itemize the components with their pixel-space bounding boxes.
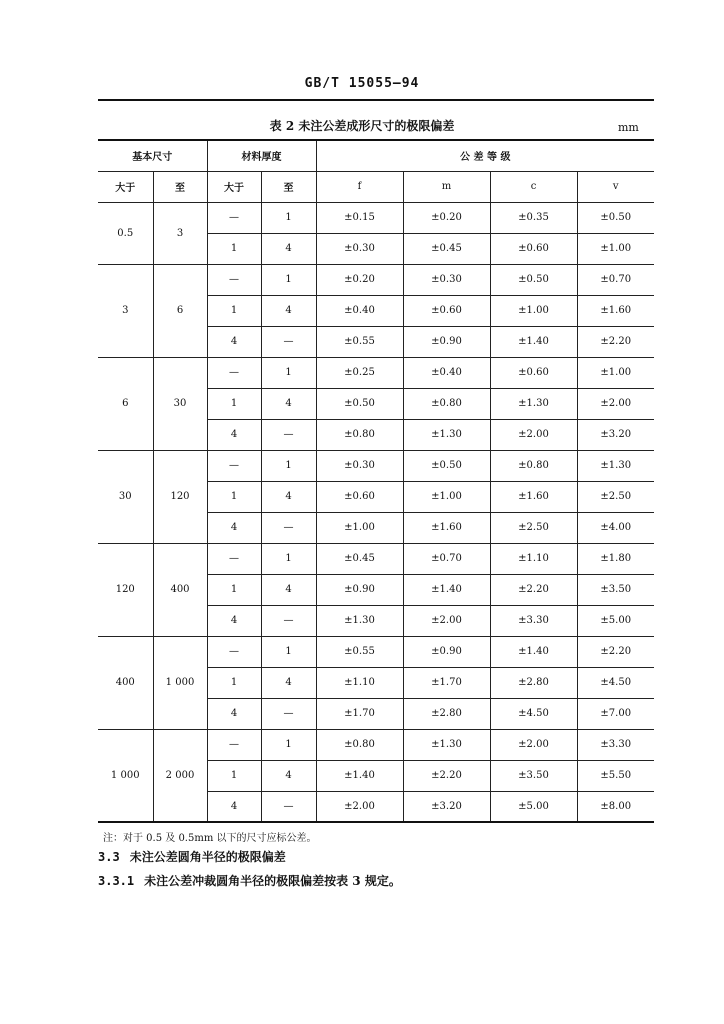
tolerance-c-cell: ±3.30 <box>490 605 577 636</box>
thick-upto-cell: 4 <box>261 574 316 605</box>
standard-code: GB/T 15055—94 <box>304 76 420 91</box>
size-over-cell: 3 <box>98 264 153 357</box>
thick-upto-cell: — <box>261 791 316 822</box>
tolerance-v-cell: ±2.20 <box>577 326 654 357</box>
tolerance-f-cell: ±0.90 <box>316 574 403 605</box>
size-over-cell: 30 <box>98 450 153 543</box>
tolerance-c-cell: ±0.50 <box>490 264 577 295</box>
header-basic-size: 基本尺寸 <box>98 140 207 171</box>
thick-upto-cell: — <box>261 605 316 636</box>
table-row <box>98 450 654 481</box>
header-grade-c: c <box>490 171 577 202</box>
table-unit: mm <box>618 121 639 134</box>
tolerance-c-cell: ±1.40 <box>490 326 577 357</box>
header-grade: 公 差 等 级 <box>316 140 654 171</box>
table-row <box>98 264 654 295</box>
tolerance-v-cell: ±3.30 <box>577 729 654 760</box>
thick-upto-cell: — <box>261 419 316 450</box>
tolerance-f-cell: ±1.30 <box>316 605 403 636</box>
tolerance-f-cell: ±0.45 <box>316 543 403 574</box>
tolerance-m-cell: ±1.60 <box>403 512 490 543</box>
tolerance-c-cell: ±3.50 <box>490 760 577 791</box>
thick-upto-cell: 1 <box>261 450 316 481</box>
thick-over-cell: — <box>207 264 261 295</box>
size-upto-cell: 2 000 <box>153 729 207 822</box>
thick-over-cell: — <box>207 729 261 760</box>
tolerance-c-cell: ±2.50 <box>490 512 577 543</box>
tolerance-m-cell: ±0.30 <box>403 264 490 295</box>
section-3-3 <box>98 848 286 865</box>
tolerance-f-cell: ±0.55 <box>316 636 403 667</box>
tolerance-v-cell: ±3.20 <box>577 419 654 450</box>
size-upto-cell: 120 <box>153 450 207 543</box>
thick-upto-cell: 4 <box>261 667 316 698</box>
tolerance-c-cell: ±1.10 <box>490 543 577 574</box>
tolerance-m-cell: ±3.20 <box>403 791 490 822</box>
tolerance-c-cell: ±1.30 <box>490 388 577 419</box>
thick-over-cell: 4 <box>207 419 261 450</box>
thick-over-cell: 4 <box>207 326 261 357</box>
thick-over-cell: — <box>207 357 261 388</box>
header-size-over: 大于 <box>98 171 153 202</box>
tolerance-f-cell: ±0.60 <box>316 481 403 512</box>
tolerance-v-cell: ±4.50 <box>577 667 654 698</box>
header-size-upto: 至 <box>153 171 207 202</box>
section-text: 未注公差圆角半径的极限偏差 <box>129 850 286 864</box>
header-grade-f: f <box>316 171 403 202</box>
tolerance-v-cell: ±5.50 <box>577 760 654 791</box>
thick-over-cell: 1 <box>207 481 261 512</box>
thick-upto-cell: 4 <box>261 388 316 419</box>
tolerance-m-cell: ±2.00 <box>403 605 490 636</box>
header-grade-v: v <box>577 171 654 202</box>
tolerance-f-cell: ±1.10 <box>316 667 403 698</box>
tolerance-v-cell: ±2.00 <box>577 388 654 419</box>
tolerance-m-cell: ±1.30 <box>403 729 490 760</box>
table-body <box>98 202 654 822</box>
thick-over-cell: — <box>207 636 261 667</box>
thick-over-cell: 4 <box>207 512 261 543</box>
tolerance-v-cell: ±7.00 <box>577 698 654 729</box>
table-row <box>98 543 654 574</box>
tolerance-v-cell: ±2.50 <box>577 481 654 512</box>
header-thick-upto: 至 <box>261 171 316 202</box>
tolerance-c-cell: ±1.00 <box>490 295 577 326</box>
tolerance-m-cell: ±0.20 <box>403 202 490 233</box>
tolerance-m-cell: ±0.90 <box>403 326 490 357</box>
tolerance-f-cell: ±0.50 <box>316 388 403 419</box>
header-thick-over: 大于 <box>207 171 261 202</box>
tolerance-m-cell: ±0.45 <box>403 233 490 264</box>
tolerance-v-cell: ±1.60 <box>577 295 654 326</box>
size-over-cell: 1 000 <box>98 729 153 822</box>
thick-upto-cell: — <box>261 512 316 543</box>
thick-over-cell: 1 <box>207 233 261 264</box>
tolerance-c-cell: ±1.60 <box>490 481 577 512</box>
section-number: 3.3 <box>98 850 120 864</box>
tolerance-m-cell: ±2.80 <box>403 698 490 729</box>
thick-over-cell: 1 <box>207 760 261 791</box>
tolerance-c-cell: ±4.50 <box>490 698 577 729</box>
tolerance-c-cell: ±2.00 <box>490 729 577 760</box>
thick-over-cell: 1 <box>207 667 261 698</box>
tolerance-m-cell: ±1.00 <box>403 481 490 512</box>
tolerance-v-cell: ±5.00 <box>577 605 654 636</box>
tolerance-v-cell: ±3.50 <box>577 574 654 605</box>
tolerance-f-cell: ±0.25 <box>316 357 403 388</box>
thick-over-cell: 1 <box>207 388 261 419</box>
tolerance-m-cell: ±0.60 <box>403 295 490 326</box>
thick-upto-cell: 4 <box>261 760 316 791</box>
thick-upto-cell: 4 <box>261 481 316 512</box>
tolerance-c-cell: ±5.00 <box>490 791 577 822</box>
table-row <box>98 202 654 233</box>
tolerance-m-cell: ±0.70 <box>403 543 490 574</box>
size-over-cell: 6 <box>98 357 153 450</box>
thick-upto-cell: — <box>261 698 316 729</box>
tolerance-v-cell: ±4.00 <box>577 512 654 543</box>
size-upto-cell: 400 <box>153 543 207 636</box>
size-over-cell: 0.5 <box>98 202 153 264</box>
tolerance-m-cell: ±0.50 <box>403 450 490 481</box>
size-upto-cell: 6 <box>153 264 207 357</box>
tolerance-c-cell: ±0.35 <box>490 202 577 233</box>
thick-upto-cell: 1 <box>261 729 316 760</box>
table-row <box>98 636 654 667</box>
thick-over-cell: 4 <box>207 605 261 636</box>
tolerance-v-cell: ±2.20 <box>577 636 654 667</box>
tolerance-v-cell: ±1.30 <box>577 450 654 481</box>
tolerance-m-cell: ±1.30 <box>403 419 490 450</box>
tolerance-m-cell: ±2.20 <box>403 760 490 791</box>
table-title: 表 2 未注公差成形尺寸的极限偏差 <box>269 119 455 133</box>
tolerance-m-cell: ±0.80 <box>403 388 490 419</box>
thick-upto-cell: 1 <box>261 202 316 233</box>
tolerance-m-cell: ±1.40 <box>403 574 490 605</box>
tolerance-f-cell: ±0.30 <box>316 233 403 264</box>
tolerance-f-cell: ±1.40 <box>316 760 403 791</box>
tolerance-table <box>98 139 654 823</box>
thick-upto-cell: 1 <box>261 636 316 667</box>
header-grade-m: m <box>403 171 490 202</box>
tolerance-v-cell: ±0.50 <box>577 202 654 233</box>
tolerance-f-cell: ±0.20 <box>316 264 403 295</box>
size-over-cell: 400 <box>98 636 153 729</box>
tolerance-c-cell: ±0.60 <box>490 357 577 388</box>
tolerance-m-cell: ±0.90 <box>403 636 490 667</box>
tolerance-c-cell: ±0.60 <box>490 233 577 264</box>
size-upto-cell: 30 <box>153 357 207 450</box>
tolerance-v-cell: ±1.00 <box>577 357 654 388</box>
tolerance-v-cell: ±1.00 <box>577 233 654 264</box>
tolerance-m-cell: ±0.40 <box>403 357 490 388</box>
tolerance-c-cell: ±0.80 <box>490 450 577 481</box>
section-3-3-1 <box>98 872 401 889</box>
tolerance-f-cell: ±0.40 <box>316 295 403 326</box>
tolerance-f-cell: ±1.00 <box>316 512 403 543</box>
tolerance-f-cell: ±0.80 <box>316 419 403 450</box>
tolerance-c-cell: ±2.20 <box>490 574 577 605</box>
tolerance-c-cell: ±2.80 <box>490 667 577 698</box>
tolerance-f-cell: ±1.70 <box>316 698 403 729</box>
thick-over-cell: — <box>207 450 261 481</box>
tolerance-v-cell: ±8.00 <box>577 791 654 822</box>
thick-over-cell: — <box>207 543 261 574</box>
tolerance-f-cell: ±2.00 <box>316 791 403 822</box>
thick-over-cell: — <box>207 202 261 233</box>
thick-over-cell: 4 <box>207 791 261 822</box>
table-row <box>98 729 654 760</box>
tolerance-f-cell: ±0.15 <box>316 202 403 233</box>
tolerance-c-cell: ±1.40 <box>490 636 577 667</box>
tolerance-f-cell: ±0.80 <box>316 729 403 760</box>
thick-over-cell: 1 <box>207 574 261 605</box>
header-rule <box>98 99 654 101</box>
thick-over-cell: 1 <box>207 295 261 326</box>
size-upto-cell: 3 <box>153 202 207 264</box>
tolerance-v-cell: ±0.70 <box>577 264 654 295</box>
section-text: 未注公差冲裁圆角半径的极限偏差按表 3 规定。 <box>144 874 401 888</box>
header-thickness: 材料厚度 <box>207 140 316 171</box>
thick-upto-cell: 1 <box>261 543 316 574</box>
tolerance-f-cell: ±0.55 <box>316 326 403 357</box>
size-upto-cell: 1 000 <box>153 636 207 729</box>
tolerance-f-cell: ±0.30 <box>316 450 403 481</box>
thick-upto-cell: 1 <box>261 357 316 388</box>
size-over-cell: 120 <box>98 543 153 636</box>
thick-over-cell: 4 <box>207 698 261 729</box>
tolerance-v-cell: ±1.80 <box>577 543 654 574</box>
thick-upto-cell: — <box>261 326 316 357</box>
table-row <box>98 357 654 388</box>
thick-upto-cell: 4 <box>261 233 316 264</box>
thick-upto-cell: 1 <box>261 264 316 295</box>
thick-upto-cell: 4 <box>261 295 316 326</box>
table-note: 注：对于 0.5 及 0.5mm 以下的尺寸应标公差。 <box>103 833 317 844</box>
section-number: 3.3.1 <box>98 874 135 888</box>
tolerance-c-cell: ±2.00 <box>490 419 577 450</box>
tolerance-m-cell: ±1.70 <box>403 667 490 698</box>
